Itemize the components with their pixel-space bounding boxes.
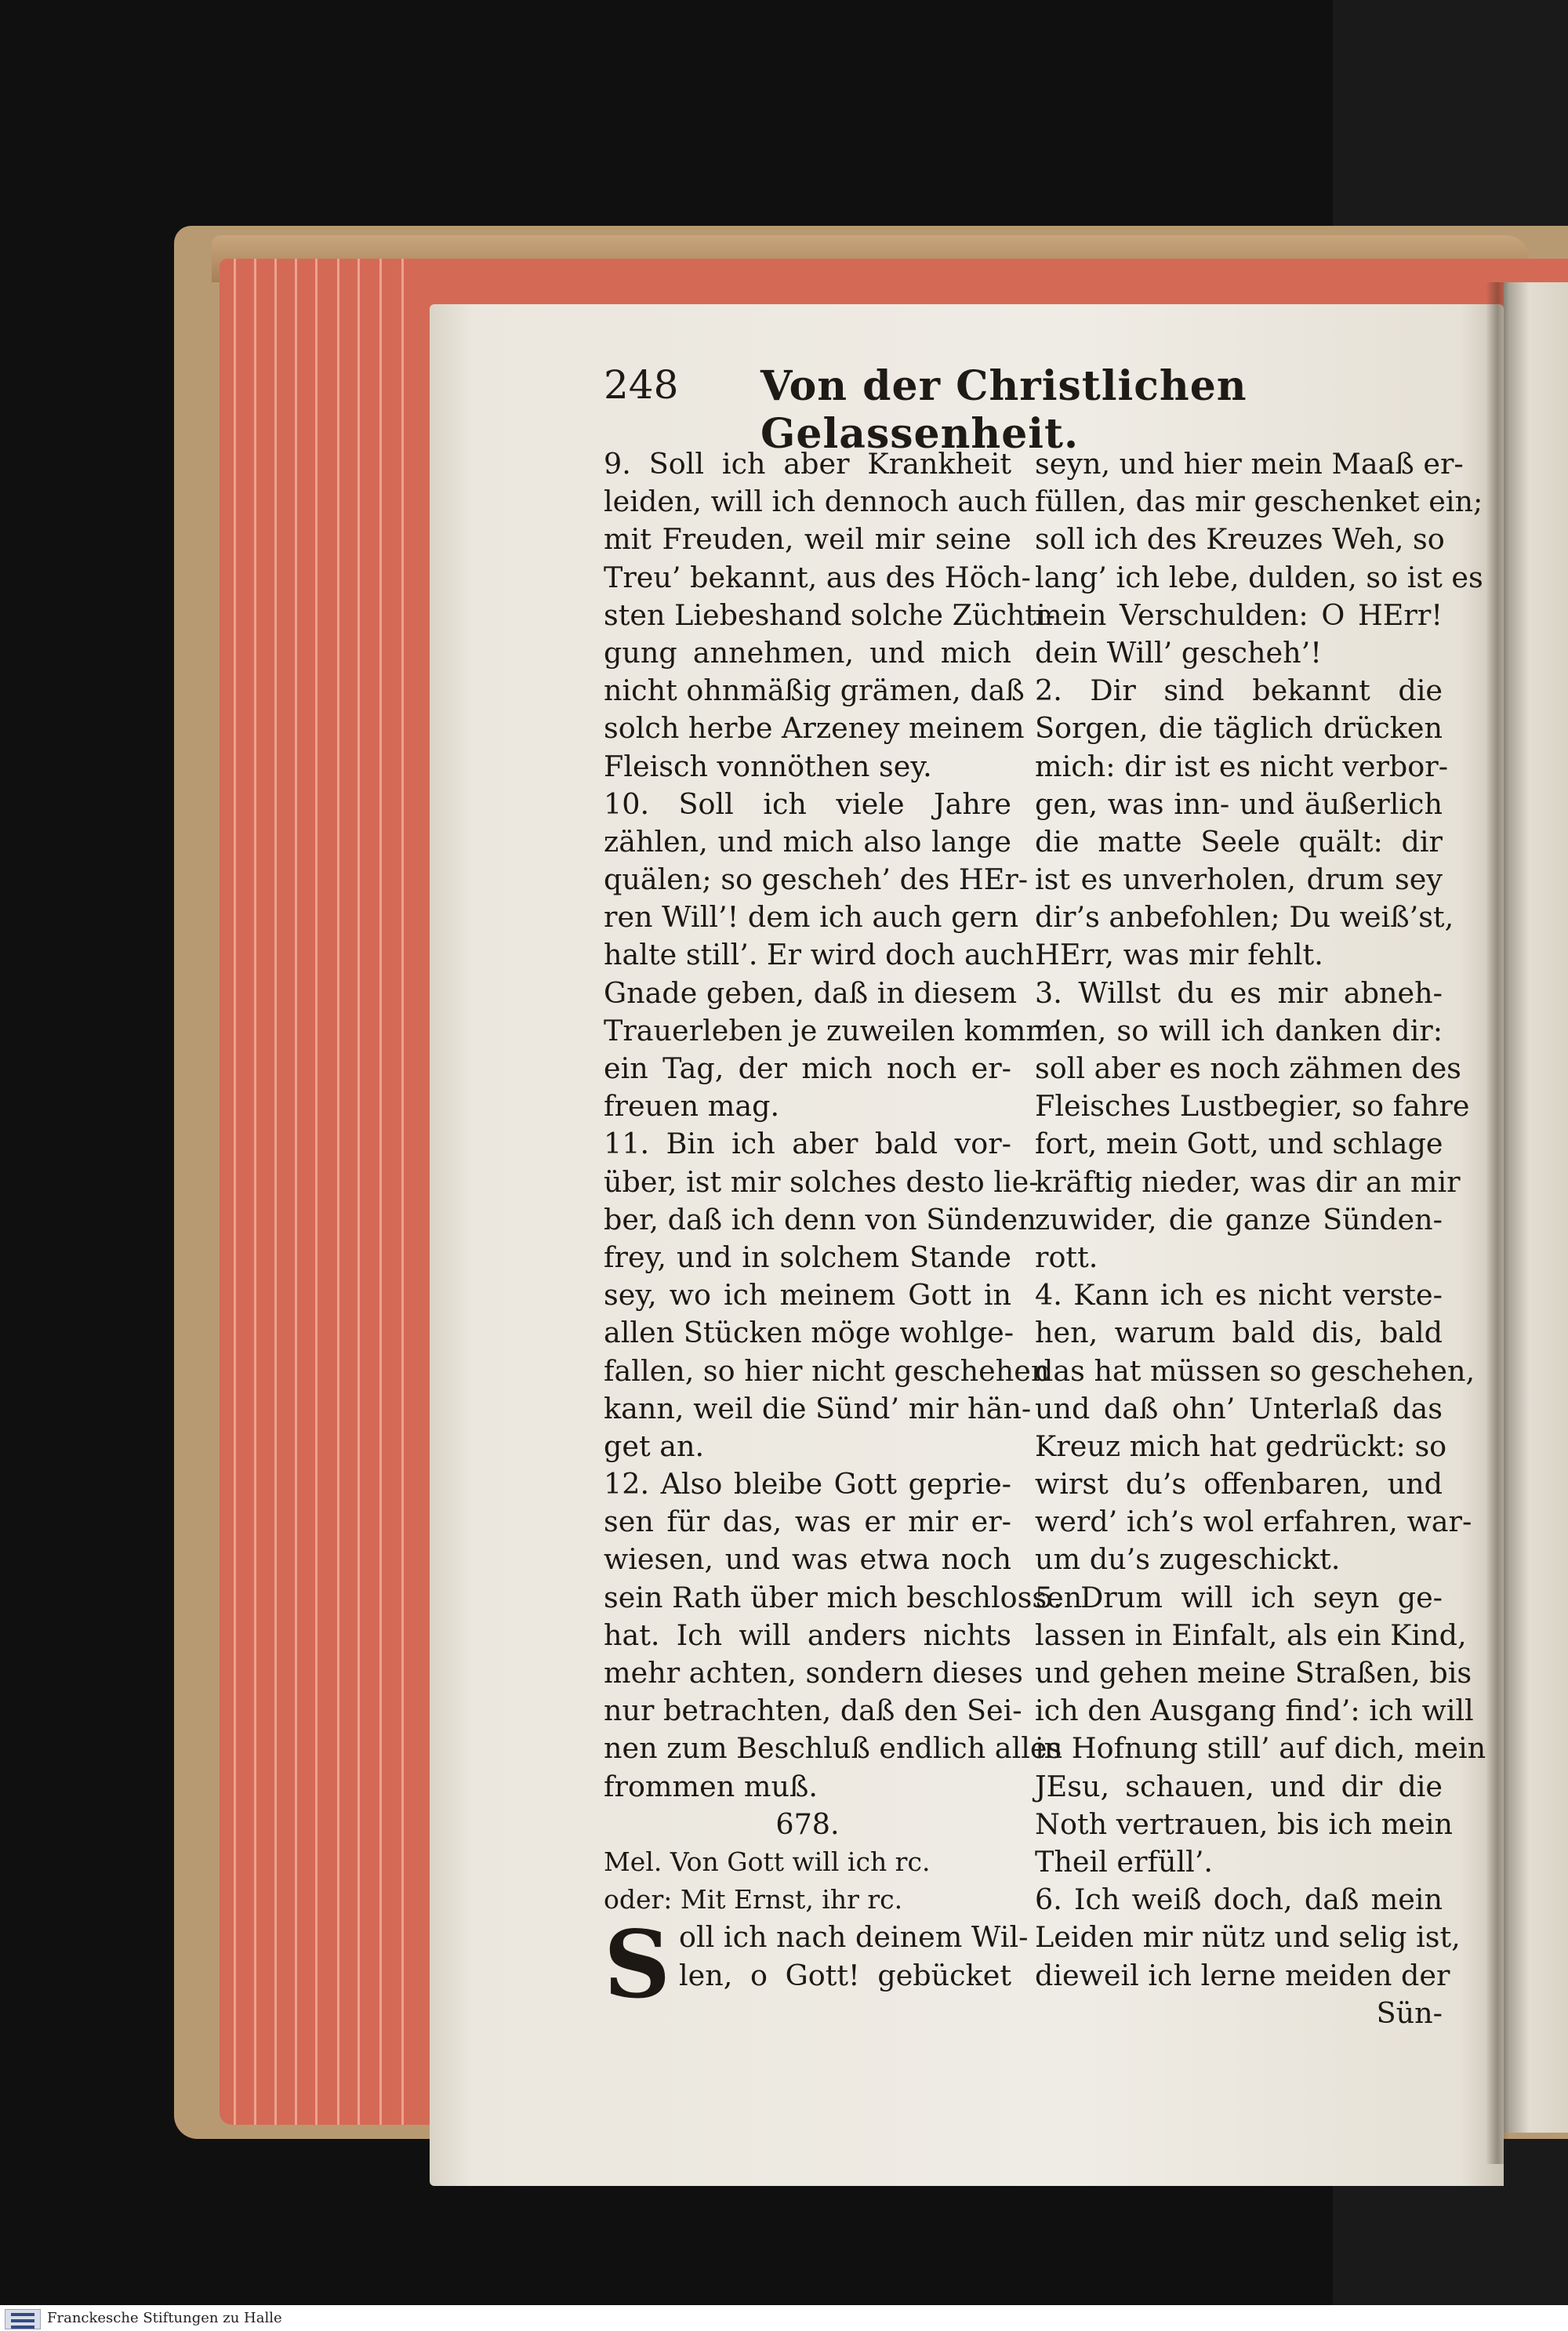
viewer-footer xyxy=(0,2305,1568,2331)
text-line: gen, was inn- und äußerlich xyxy=(1035,786,1443,821)
text-line: 6. Ich weiß doch, daß mein xyxy=(1035,1883,1443,1917)
text-line: sein Rath über mich beschlossen xyxy=(604,1580,1083,1614)
text-line: Fleisches Lustbegier, so fahre xyxy=(1035,1089,1470,1124)
text-line: Trauerleben je zuweilen komm’ xyxy=(604,1013,1062,1047)
text-line: Leiden mir nütz und selig ist, xyxy=(1035,1920,1461,1955)
text-line: sten Liebeshand solche Züchti- xyxy=(604,597,1056,632)
text-line: Gnade geben, daß in diesem xyxy=(604,975,1018,1010)
text-line: 5. Drum will ich seyn ge- xyxy=(1035,1580,1443,1614)
page-number: 248 xyxy=(604,362,679,408)
melody-line: Mel. Von Gott will ich rc. xyxy=(604,1846,931,1877)
text-line: kräftig nieder, was dir an mir xyxy=(1035,1164,1461,1199)
text-line: lassen in Einfalt, als ein Kind, xyxy=(1035,1618,1467,1652)
catchword: Sün- xyxy=(1376,1995,1443,2030)
right-column xyxy=(1035,445,1486,2032)
text-line: hat. Ich will anders nichts xyxy=(604,1618,1011,1652)
text-line: mein Verschulden: O HErr! xyxy=(1035,597,1443,632)
hymn-number: 678. xyxy=(775,1806,840,1841)
text-line: hen, warum bald dis, bald xyxy=(1035,1316,1443,1350)
text-line: zählen, und mich also lange xyxy=(604,824,1011,859)
text-line: frey, und in solchem Stande xyxy=(604,1240,1011,1274)
text-line: kann, weil die Sünd’ mir hän- xyxy=(604,1391,1032,1425)
text-line: das hat müssen so geschehen, xyxy=(1035,1353,1475,1388)
text-line: füllen, das mir geschenket ein; xyxy=(1035,485,1483,519)
text-line: in Hofnung still’ auf dich, mein xyxy=(1035,1731,1486,1766)
text-line: quälen; so gescheh’ des HEr- xyxy=(604,862,1029,897)
text-line: nur betrachten, daß den Sei- xyxy=(604,1694,1022,1728)
text-line: Sorgen, die täglich drücken xyxy=(1035,711,1443,746)
text-line: 11. Bin ich aber bald vor- xyxy=(604,1127,1011,1161)
text-line: und daß ohn’ Unterlaß das xyxy=(1035,1391,1443,1425)
text-line: leiden, will ich dennoch auch xyxy=(604,485,1028,519)
text-line: sen für das, was er mir er- xyxy=(604,1505,1011,1539)
text-line: 2. Dir sind bekannt die xyxy=(1035,674,1443,708)
text-line: freuen mag. xyxy=(604,1089,780,1124)
text-line: werd’ ich’s wol erfahren, war- xyxy=(1035,1505,1472,1539)
text-line: und gehen meine Straßen, bis xyxy=(1035,1656,1472,1690)
text-line: frommen muß. xyxy=(604,1769,818,1803)
text-line: halte still’. Er wird doch auch xyxy=(604,938,1035,972)
text-line: gung annehmen, und mich xyxy=(604,635,1011,670)
text-line: Noth vertrauen, bis ich mein xyxy=(1035,1806,1454,1841)
text-line: men, so will ich danken dir: xyxy=(1035,1013,1443,1047)
text-line: 12. Also bleibe Gott geprie- xyxy=(604,1467,1011,1501)
text-line: um du’s zugeschickt. xyxy=(1035,1542,1341,1577)
text-line: 4. Kann ich es nicht verste- xyxy=(1035,1278,1443,1313)
facing-page-edge xyxy=(1504,282,1568,2133)
text-line: fallen, so hier nicht geschehen xyxy=(604,1353,1050,1388)
text-line: zuwider, die ganze Sünden- xyxy=(1035,1202,1443,1236)
text-line: Theil erfüll’. xyxy=(1035,1844,1214,1879)
text-line: ren Will’! dem ich auch gern xyxy=(604,900,1019,935)
text-line: ich den Ausgang find’: ich will xyxy=(1035,1694,1474,1728)
text-line: solch herbe Arzeney meinem xyxy=(604,711,1025,746)
text-line: len, o Gott! gebücket xyxy=(679,1958,1011,1992)
text-line: fort, mein Gott, und schlage xyxy=(1035,1127,1443,1161)
page-header xyxy=(604,362,1505,458)
text-line: mich: dir ist es nicht verbor- xyxy=(1035,749,1449,783)
text-line: rott. xyxy=(1035,1240,1098,1274)
text-line: ist es unverholen, drum sey xyxy=(1035,862,1443,897)
institution-logo-icon xyxy=(5,2309,41,2329)
text-line: die matte Seele quält: dir xyxy=(1035,824,1443,859)
text-line: dieweil ich lerne meiden der xyxy=(1035,1958,1450,1992)
text-line: mehr achten, sondern dieses xyxy=(604,1656,1023,1690)
text-line: 9. Soll ich aber Krankheit xyxy=(604,447,1011,481)
text-line: soll ich des Kreuzes Weh, so xyxy=(1035,522,1445,557)
text-line: 3. Willst du es mir abneh- xyxy=(1035,975,1443,1010)
text-line: HErr, was mir fehlt. xyxy=(1035,938,1323,972)
text-line: sey, wo ich meinem Gott in xyxy=(604,1278,1011,1313)
text-line: ein Tag, der mich noch er- xyxy=(604,1051,1011,1085)
text-line: JEsu, schauen, und dir die xyxy=(1035,1769,1443,1803)
text-line: get an. xyxy=(604,1429,705,1463)
text-line: lang’ ich lebe, dulden, so ist es xyxy=(1035,560,1483,594)
page-gutter-shadow xyxy=(1486,282,1509,2164)
text-line: 10. Soll ich viele Jahre xyxy=(604,786,1011,821)
text-line: über, ist mir solches desto lie- xyxy=(604,1164,1039,1199)
text-line: dein Will’ gescheh’! xyxy=(1035,635,1322,670)
text-line: wiesen, und was etwa noch xyxy=(604,1542,1011,1577)
text-line: Fleisch vonnöthen sey. xyxy=(604,749,932,783)
text-line: nen zum Beschluß endlich alles xyxy=(604,1731,1062,1766)
institution-name: Franckesche Stiftungen zu Halle xyxy=(47,2310,282,2326)
text-line: allen Stücken möge wohlge- xyxy=(604,1316,1014,1350)
text-line: nicht ohnmäßig grämen, daß xyxy=(604,674,1025,708)
text-line: soll aber es noch zähmen des xyxy=(1035,1051,1461,1085)
text-line: oll ich nach deinem Wil- xyxy=(679,1920,1029,1955)
drop-cap: S xyxy=(604,1910,671,2019)
text-line: wirst du’s offenbaren, und xyxy=(1035,1467,1443,1501)
text-line: seyn, und hier mein Maaß er- xyxy=(1035,447,1464,481)
text-line: mit Freuden, weil mir seine xyxy=(604,522,1011,557)
text-line: ber, daß ich denn von Sünden xyxy=(604,1202,1036,1236)
text-line: Treu’ bekannt, aus des Höch- xyxy=(604,560,1031,594)
running-head: Von der Christlichen Gelassenheit. xyxy=(760,362,1247,458)
text-line: dir’s anbefohlen; Du weiß’st, xyxy=(1035,900,1454,935)
text-line: Kreuz mich hat gedrückt: so xyxy=(1035,1429,1447,1463)
melody-line: oder: Mit Ernst, ihr rc. xyxy=(604,1884,903,1915)
